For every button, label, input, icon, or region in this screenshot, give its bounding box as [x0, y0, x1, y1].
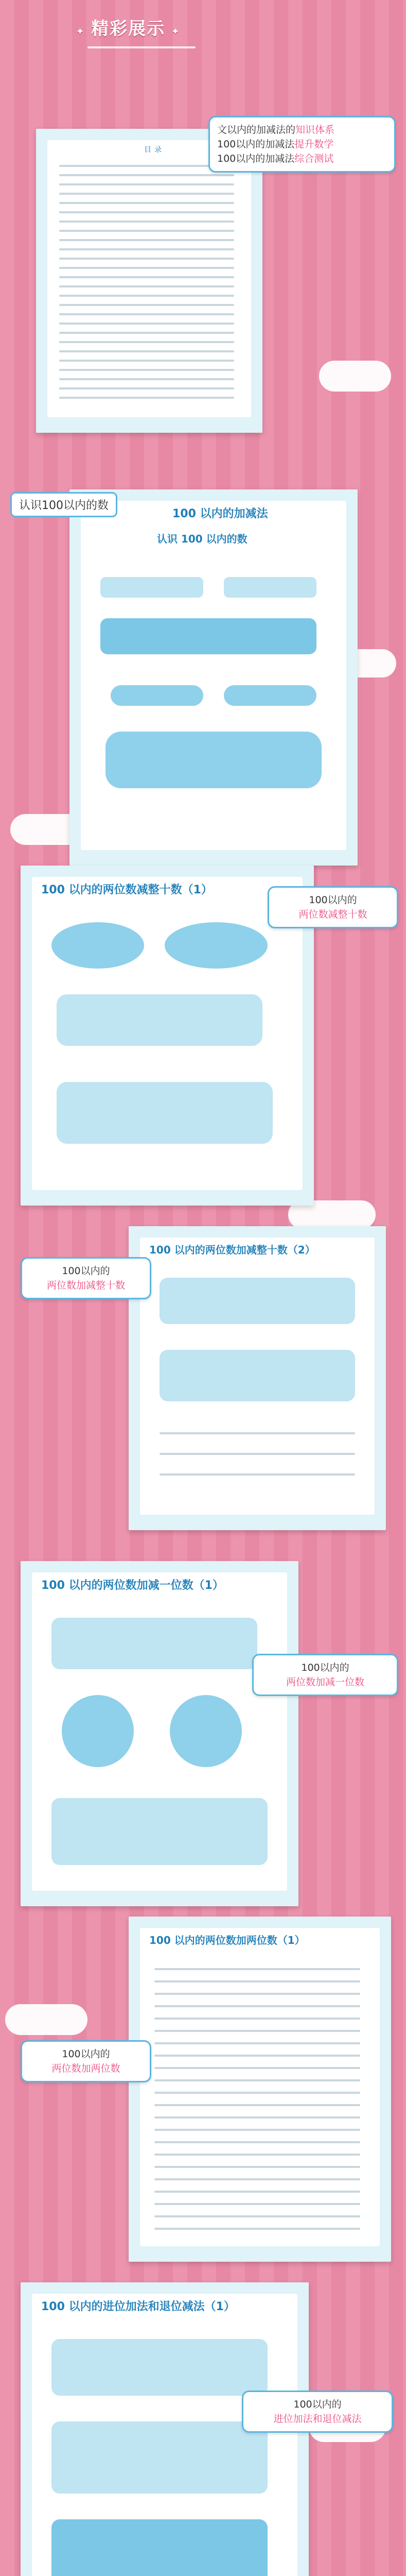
toc-mark-2: 录: [154, 146, 162, 154]
text-line: [59, 230, 234, 232]
page-inner: [140, 1928, 380, 2246]
text-line: [154, 2030, 360, 2032]
feature-line-3: 100以内的加减法综合测试: [217, 153, 334, 164]
text-line: [59, 248, 234, 250]
text-line: [154, 2055, 360, 2057]
header-underline: [87, 46, 196, 48]
text-line: [154, 2203, 360, 2205]
blocks-illustration: [100, 577, 203, 598]
page-title: 100 以内的加减法: [172, 507, 268, 520]
page-title: 100 以内的两位数加减整十数（2）: [149, 1244, 315, 1256]
page-title: 100 以内的两位数减整十数（1）: [41, 884, 213, 896]
text-line: [59, 267, 234, 269]
tag-plus-minus-tens: 100以内的 两位数加减整十数: [21, 1257, 151, 1299]
page-inner: [81, 501, 346, 850]
answer-line: [160, 1432, 355, 1434]
text-line: [154, 2079, 360, 2081]
text-line: [154, 1980, 360, 1982]
shells-illustration: [105, 732, 322, 788]
text-line: [59, 202, 234, 204]
text-line: [59, 313, 234, 315]
kids-illustration: [51, 1618, 257, 1669]
feature-callout: [208, 116, 396, 173]
text-line: [59, 387, 234, 389]
cloud-decoration: [5, 2004, 87, 2035]
tag-plus-minus-single: 100以内的 两位数加减一位数: [252, 1654, 398, 1696]
text-line: [59, 193, 234, 195]
page-title: 100 以内的两位数加两位数（1）: [149, 1934, 305, 1946]
text-line: [154, 2104, 360, 2106]
kids-illustration: [51, 2339, 268, 2396]
exercise-illustration: [51, 1798, 268, 1865]
toc-inner: [47, 140, 251, 417]
text-line: [154, 1993, 360, 1995]
text-line: [154, 2042, 360, 2044]
text-line: [154, 1968, 360, 1970]
text-line: [154, 2116, 360, 2119]
answer-line: [160, 1453, 355, 1455]
cards-illustration: [165, 922, 268, 969]
text-line: [59, 397, 234, 399]
balls-illustration: [160, 1350, 355, 1401]
text-line: [59, 258, 234, 260]
fish-illustration: [57, 1082, 273, 1144]
workbook-page-5: [21, 1561, 298, 1906]
flower-illustration: [170, 1695, 242, 1767]
text-line: [59, 276, 234, 278]
text-line: [154, 2228, 360, 2230]
text-line: [59, 378, 234, 380]
text-line: [59, 332, 234, 334]
text-line: [59, 350, 234, 352]
text-line: [59, 165, 234, 167]
text-line: [154, 2018, 360, 2020]
text-line: [59, 285, 234, 287]
feature-line-1: 文以内的加减法的知识体系: [217, 124, 335, 135]
text-line: [59, 323, 234, 325]
text-line: [59, 221, 234, 223]
header-title: ✦ 精彩展示 ✦: [76, 14, 180, 40]
text-line: [154, 2129, 360, 2131]
tag-carry-borrow: 100以内的 进位加法和退位减法: [242, 2391, 393, 2433]
text-line: [154, 2067, 360, 2069]
flower-illustration: [62, 1695, 134, 1767]
text-line: [154, 2141, 360, 2143]
text-line: [154, 2005, 360, 2007]
text-line: [59, 211, 234, 213]
workbook-page-4: [129, 1226, 386, 1530]
tag-minus-tens: 100以内的 两位数减整十数: [268, 886, 398, 928]
text-line: [59, 369, 234, 371]
toc-mark-1: 目: [144, 146, 151, 154]
text-line: [154, 2191, 360, 2193]
toc-page: [36, 129, 262, 433]
diagram-illustration: [57, 994, 262, 1046]
page-title: 100 以内的两位数加减一位数（1）: [41, 1579, 224, 1592]
cloud-decoration: [319, 361, 391, 392]
text-line: [59, 239, 234, 241]
text-line: [154, 2178, 360, 2180]
blocks-illustration: [224, 577, 316, 598]
text-line: [59, 174, 234, 176]
text-line: [154, 2166, 360, 2168]
animals-illustration: [160, 1278, 355, 1324]
chain-illustration: [51, 2519, 268, 2576]
text-line: [59, 304, 234, 306]
feature-line-2: 100以内的加减法提升数学: [217, 139, 334, 150]
text-line: [59, 183, 234, 185]
cards-illustration: [51, 922, 144, 969]
text-line: [59, 360, 234, 362]
text-line: [154, 2215, 360, 2217]
tag-two-digit-add: 100以内的 两位数加两位数: [21, 2040, 151, 2082]
fish-illustration: [224, 685, 316, 706]
objects-illustration: [51, 2421, 268, 2494]
page-subtitle: 认识 100 以内的数: [157, 533, 248, 545]
text-line: [59, 295, 234, 297]
dogs-illustration: [100, 618, 316, 654]
text-line: [59, 341, 234, 343]
tag-recognize-numbers: 认识100以内的数: [10, 492, 117, 517]
text-line: [154, 2092, 360, 2094]
fish-illustration: [111, 685, 203, 706]
answer-line: [160, 1473, 355, 1476]
workbook-page-6: [129, 1917, 391, 2262]
page-title: 100 以内的进位加法和退位减法（1）: [41, 2300, 235, 2313]
workbook-page-2: [69, 489, 358, 866]
header: [0, 0, 406, 62]
text-line: [154, 2154, 360, 2156]
